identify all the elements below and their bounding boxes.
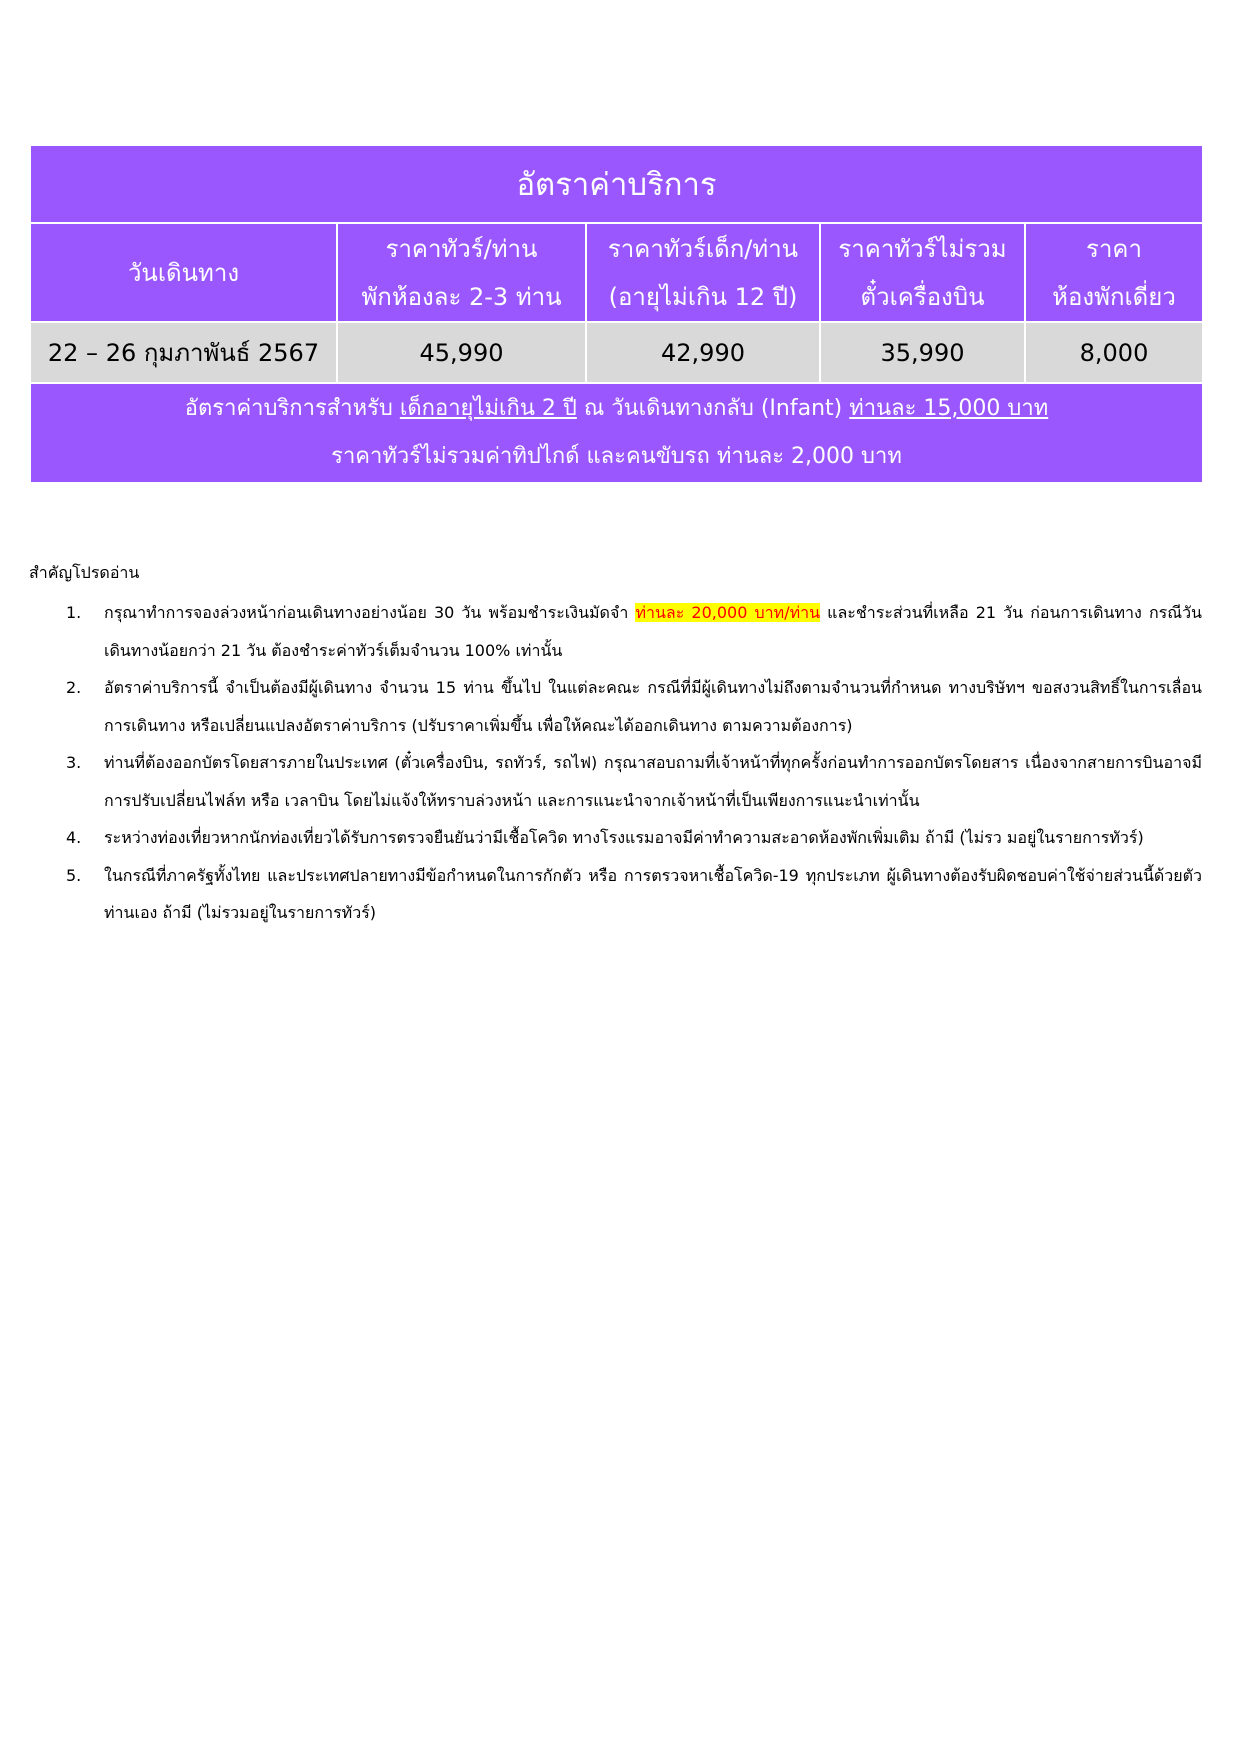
table-footer xyxy=(30,383,1203,483)
header-single-room xyxy=(1025,223,1203,322)
single-room-cell: 8,000 xyxy=(1025,322,1203,383)
header-sublabel: ตั๋วเครื่องบิน xyxy=(860,282,985,311)
header-label: ราคา xyxy=(1086,234,1142,263)
header-label: วันเดินทาง xyxy=(127,258,240,287)
list-item xyxy=(29,744,1202,819)
footer-text: ณ วันเดินทางกลับ (Infant) xyxy=(576,396,850,421)
notes-list xyxy=(29,594,1202,932)
tip-note: ราคาทัวร์ไม่รวมค่าทิปไกด์ และคนขับรถ ท่านละ 2,000 บาท xyxy=(331,444,902,469)
note-text: ในกรณีที่ภาครัฐทั้งไทย และประเทศปลายทางมีข้อกำหนดในการกักตัว หรือ การตรวจหาเชื้อโควิด-19 ทุกประเภท ผู้เดินทางต้องรับผิดชอบค่าใช้จ่ายส่วนนี้ด้วยตัวท่านเอง ถ้ามี (ไม่รวมอยู่ในรายการทัวร์) xyxy=(104,865,1202,922)
note-text: อัตราค่าบริการนี้ จำเป็นต้องมีผู้เดินทาง จำนวน 15 ท่าน ขึ้นไป ในแต่ละคณะ กรณีที่มีผู้เดินทางไม่ถึงตามจำนวนที่กำหนด ทางบริษัทฯ ขอสงวนสิทธิ์ในการเลื่อนการเดินทาง หรือเปลี่ยนแปลงอัตราค่าบริการ (ปรับราคาเพิ่มขึ้น เพื่อให้คณะได้ออกเดินทาง ตามความต้องการ) xyxy=(104,678,1202,735)
important-notes xyxy=(29,560,1202,932)
list-item xyxy=(29,857,1202,932)
child-price-cell: 42,990 xyxy=(586,322,820,383)
infant-price-text: ท่านละ 15,000 บาท xyxy=(849,396,1049,421)
notes-heading: สำคัญโปรดอ่าน xyxy=(29,563,140,582)
no-ticket-price-cell: 35,990 xyxy=(820,322,1025,383)
list-number: 5. xyxy=(66,865,82,885)
infant-age-text: เด็กอายุไม่เกิน 2 ปี xyxy=(399,396,577,421)
adult-price-cell: 45,990 xyxy=(337,322,586,383)
price-table xyxy=(29,144,1204,484)
note-text: กรุณาทำการจองล่วงหน้าก่อนเดินทางอย่างน้อย 30 วัน พร้อมชำระเงินมัดจำ xyxy=(104,603,636,622)
header-no-ticket-price xyxy=(820,223,1025,322)
table-title-row xyxy=(30,145,1203,223)
header-adult-price xyxy=(337,223,586,322)
table-header-row xyxy=(30,223,1203,322)
list-item xyxy=(29,594,1202,669)
header-label: ราคาทัวร์/ท่าน xyxy=(385,234,538,263)
deposit-highlight: ท่านละ 20,000 บาท/ท่าน xyxy=(635,603,821,622)
list-item xyxy=(29,819,1202,857)
header-label: ราคาทัวร์ไม่รวม xyxy=(838,234,1007,263)
list-number: 2. xyxy=(66,678,82,697)
header-sublabel: ห้องพักเดี่ยว xyxy=(1052,282,1176,311)
note-text: ท่านที่ต้องออกบัตรโดยสารภายในประเทศ (ตั๋วเครื่องบิน, รถทัวร์, รถไฟ) กรุณาสอบถามที่เจ้าหน้าที่ทุกครั้งก่อนทำการออกบัตรโดยสาร เนื่องจากสายการบินอาจมีการปรับเปลี่ยนไฟล์ท หรือ เวลาบิน โดยไม่แจ้งให้ทราบล่วงหน้า และการแนะนำจากเจ้าหน้าที่เป็นเพียงการแนะนำเท่านั้น xyxy=(104,753,1202,810)
list-item xyxy=(29,669,1202,744)
infant-price-note xyxy=(31,385,1202,433)
header-child-price xyxy=(586,223,820,322)
header-label: ราคาทัวร์เด็ก/ท่าน xyxy=(607,234,799,263)
table-footer-row xyxy=(30,383,1203,483)
header-sublabel: พักห้องละ 2-3 ท่าน xyxy=(361,282,562,311)
note-text: ระหว่างท่องเที่ยวหากนักท่องเที่ยวได้รับการตรวจยืนยันว่ามีเชื้อโควิด ทางโรงแรมอาจมีค่าทำความสะอาดห้องพักเพิ่มเติม ถ้ามี (ไม่รว มอยู่ในรายการทัวร์) xyxy=(104,828,1144,847)
header-travel-date xyxy=(30,223,337,322)
list-number: 3. xyxy=(66,753,82,772)
list-number: 1. xyxy=(66,603,82,622)
travel-date-cell: 22 – 26 กุมภาพันธ์ 2567 xyxy=(30,322,337,383)
table-title: อัตราค่าบริการ xyxy=(30,145,1203,223)
header-sublabel: (อายุไม่เกิน 12 ปี) xyxy=(608,282,798,311)
list-number: 4. xyxy=(66,828,82,847)
table-row xyxy=(30,322,1203,383)
footer-text: อัตราค่าบริการสำหรับ xyxy=(184,396,400,421)
note-text: และชำระส่วนที่เหลือ 21 วัน ก่อนการเดินทาง กรณีวันเดินทางน้อยกว่า 21 วัน ต้องชำระค่าทัวร์เต็มจำนวน 100% เท่านั้น xyxy=(104,603,1202,660)
